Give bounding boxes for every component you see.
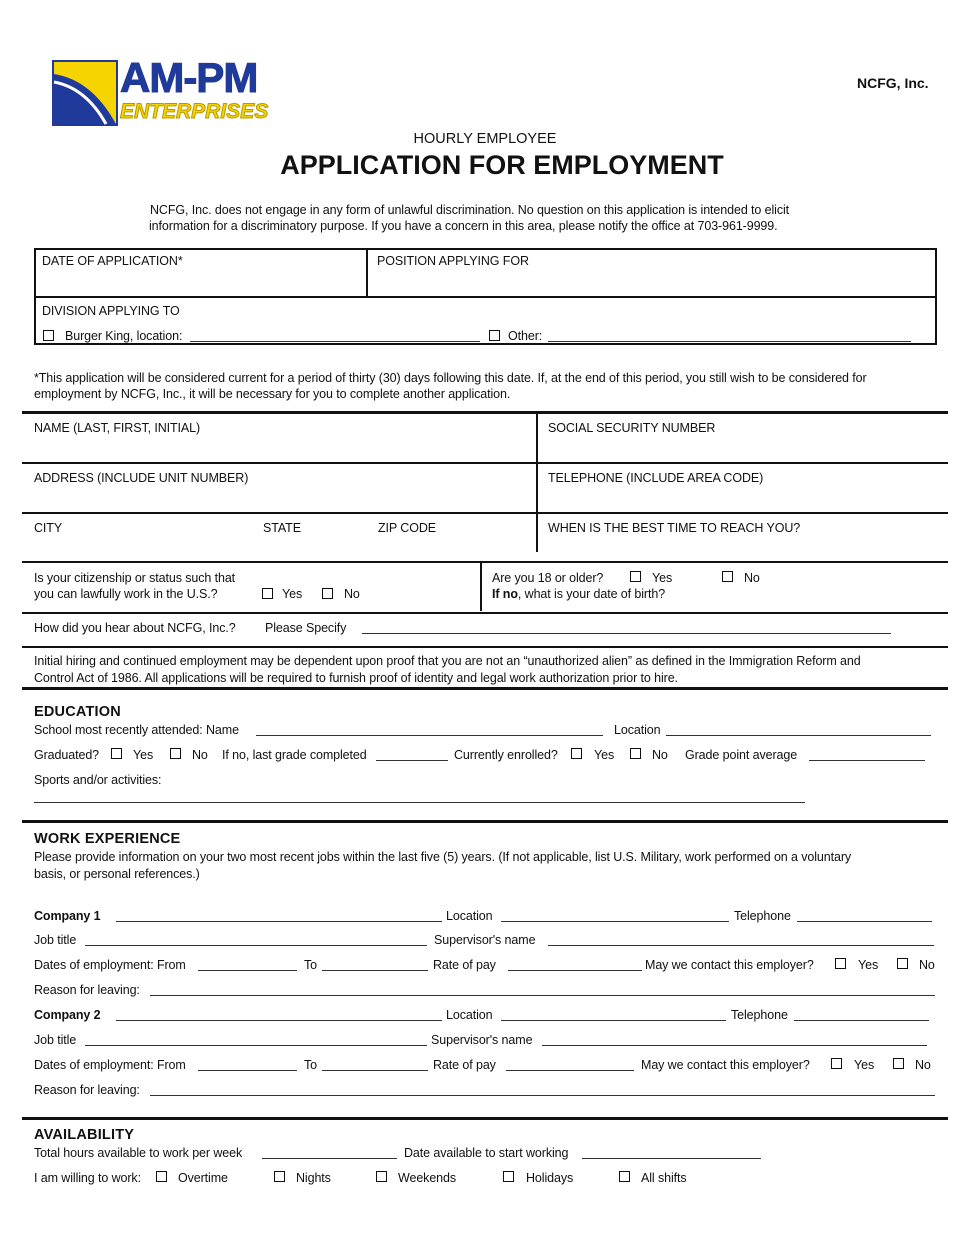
irca-line-1: Initial hiring and continued employment may be dependent upon proof that you are not an “unauthorized alien” as defined in the Immigration Reform and xyxy=(34,654,861,668)
company-2-dates-label: Dates of employment: From xyxy=(34,1058,186,1072)
gpa-label: Grade point average xyxy=(685,748,798,762)
company-1-contact-no-label: No xyxy=(919,958,935,972)
other-division-label: Other: xyxy=(508,329,543,343)
company-2-to-label: To xyxy=(304,1058,318,1072)
company-2-contact-yes-label: Yes xyxy=(854,1058,875,1072)
company-2-rate-label: Rate of pay xyxy=(433,1058,496,1072)
date-of-application-label: DATE OF APPLICATION* xyxy=(42,254,183,268)
graduated-label: Graduated? xyxy=(34,748,100,762)
citizenship-yes-label: Yes xyxy=(282,587,303,601)
all-shifts-checkbox[interactable] xyxy=(619,1171,630,1182)
company-1-job-title-label: Job title xyxy=(34,933,77,947)
holidays-checkbox[interactable] xyxy=(503,1171,514,1182)
weekends-label: Weekends xyxy=(398,1171,457,1185)
holidays-label: Holidays xyxy=(526,1171,574,1185)
graduated-no-checkbox[interactable] xyxy=(170,748,181,759)
company-2-job-title-label: Job title xyxy=(34,1033,77,1047)
citizenship-question-line-1: Is your citizenship or status such that xyxy=(34,571,236,585)
company-1-location-label: Location xyxy=(446,909,493,923)
company-1-label: Company 1 xyxy=(34,909,101,923)
citizenship-question-line-2: you can lawfully work in the U.S.? xyxy=(34,587,218,601)
name-label: NAME (LAST, FIRST, INITIAL) xyxy=(34,421,201,435)
citizenship-no-label: No xyxy=(344,587,360,601)
zip-label: ZIP CODE xyxy=(378,521,437,535)
company-2-contact-no-checkbox[interactable] xyxy=(893,1058,904,1069)
company-1-contact-yes-checkbox[interactable] xyxy=(835,958,846,969)
enrolled-label: Currently enrolled? xyxy=(454,748,558,762)
school-name-label: School most recently attended: Name xyxy=(34,723,239,737)
burger-king-label: Burger King, location: xyxy=(65,329,183,343)
hear-about-question: How did you hear about NCFG, Inc.? xyxy=(34,621,236,635)
hours-label: Total hours available to work per week xyxy=(34,1146,243,1160)
state-label: STATE xyxy=(263,521,301,535)
nights-label: Nights xyxy=(296,1171,331,1185)
dob-question: If no, what is your date of birth? xyxy=(492,587,666,601)
burger-king-checkbox[interactable] xyxy=(43,330,54,341)
company-1-rate-label: Rate of pay xyxy=(433,958,496,972)
nights-checkbox[interactable] xyxy=(274,1171,285,1182)
company-1-contact-label: May we contact this employer? xyxy=(645,958,814,972)
company-name: NCFG, Inc. xyxy=(857,75,929,91)
company-2-contact-label: May we contact this employer? xyxy=(641,1058,810,1072)
position-applying-label: POSITION APPLYING FOR xyxy=(377,254,529,268)
enrolled-no-checkbox[interactable] xyxy=(630,748,641,759)
please-specify-label: Please Specify xyxy=(265,621,347,635)
division-label: DIVISION APPLYING TO xyxy=(42,304,180,318)
education-heading: EDUCATION xyxy=(34,704,121,720)
sports-label: Sports and/or activities: xyxy=(34,773,162,787)
company-1-telephone-label: Telephone xyxy=(734,909,791,923)
company-2-reason-label: Reason for leaving: xyxy=(34,1083,140,1097)
overtime-label: Overtime xyxy=(178,1171,228,1185)
willing-label: I am willing to work: xyxy=(34,1171,141,1185)
availability-heading: AVAILABILITY xyxy=(34,1127,135,1143)
company-2-label: Company 2 xyxy=(34,1008,101,1022)
best-time-label: WHEN IS THE BEST TIME TO REACH YOU? xyxy=(548,521,801,535)
company-2-location-label: Location xyxy=(446,1008,493,1022)
graduated-yes-label: Yes xyxy=(133,748,154,762)
company-1-reason-label: Reason for leaving: xyxy=(34,983,140,997)
current-note-line-2: employment by NCFG, Inc., it will be necessary for you to complete another application. xyxy=(34,387,511,401)
work-intro-line-2: basis, or personal references.) xyxy=(34,867,200,881)
age-yes-checkbox[interactable] xyxy=(630,571,641,582)
other-division-checkbox[interactable] xyxy=(489,330,500,341)
notice-line-2: information for a discriminatory purpose. If you have a concern in this area, please notify the office at 703-961-9999. xyxy=(149,219,778,233)
citizenship-yes-checkbox[interactable] xyxy=(262,588,273,599)
enrolled-yes-checkbox[interactable] xyxy=(571,748,582,759)
age-no-checkbox[interactable] xyxy=(722,571,733,582)
age-no-label: No xyxy=(744,571,760,585)
city-label: CITY xyxy=(34,521,63,535)
company-1-supervisor-label: Supervisor's name xyxy=(434,933,536,947)
citizenship-no-checkbox[interactable] xyxy=(322,588,333,599)
last-grade-label: If no, last grade completed xyxy=(222,748,367,762)
company-2-contact-yes-checkbox[interactable] xyxy=(831,1058,842,1069)
weekends-checkbox[interactable] xyxy=(376,1171,387,1182)
address-label: ADDRESS (INCLUDE UNIT NUMBER) xyxy=(34,471,249,485)
graduated-no-label: No xyxy=(192,748,208,762)
company-1-contact-yes-label: Yes xyxy=(858,958,879,972)
company-2-telephone-label: Telephone xyxy=(731,1008,788,1022)
irca-line-2: Control Act of 1986. All applications will be required to furnish proof of identity and legal work authorization prior to hire. xyxy=(34,671,678,685)
all-shifts-label: All shifts xyxy=(641,1171,687,1185)
logo-emblem-icon xyxy=(52,60,118,126)
school-location-label: Location xyxy=(614,723,661,737)
company-1-to-label: To xyxy=(304,958,318,972)
notice-line-1: NCFG, Inc. does not engage in any form of unlawful discrimination. No question on this application is intended to elicit xyxy=(150,203,790,217)
form-subtitle: HOURLY EMPLOYEE xyxy=(413,131,557,147)
company-2-supervisor-label: Supervisor's name xyxy=(431,1033,533,1047)
graduated-yes-checkbox[interactable] xyxy=(111,748,122,759)
work-intro-line-1: Please provide information on your two most recent jobs within the last five (5) years. (If not applicable, list U.S. Military, work performed on a voluntary xyxy=(34,850,852,864)
company-1-dates-label: Dates of employment: From xyxy=(34,958,186,972)
ssn-label: SOCIAL SECURITY NUMBER xyxy=(548,421,716,435)
company-logo xyxy=(52,54,269,126)
company-2-contact-no-label: No xyxy=(915,1058,931,1072)
company-1-contact-no-checkbox[interactable] xyxy=(897,958,908,969)
enrolled-no-label: No xyxy=(652,748,668,762)
form-title: APPLICATION FOR EMPLOYMENT xyxy=(280,150,724,180)
telephone-label: TELEPHONE (INCLUDE AREA CODE) xyxy=(548,471,764,485)
work-experience-heading: WORK EXPERIENCE xyxy=(34,831,181,847)
overtime-checkbox[interactable] xyxy=(156,1171,167,1182)
age-yes-label: Yes xyxy=(652,571,673,585)
logo-name: AM-PM xyxy=(120,54,258,101)
enrolled-yes-label: Yes xyxy=(594,748,615,762)
age-question: Are you 18 or older? xyxy=(492,571,604,585)
start-date-label: Date available to start working xyxy=(404,1146,569,1160)
logo-sub: ENTERPRISES xyxy=(120,100,269,123)
current-note-line-1: *This application will be considered current for a period of thirty (30) days following this date. If, at the end of this period, you still wish to be considered for xyxy=(34,371,867,385)
